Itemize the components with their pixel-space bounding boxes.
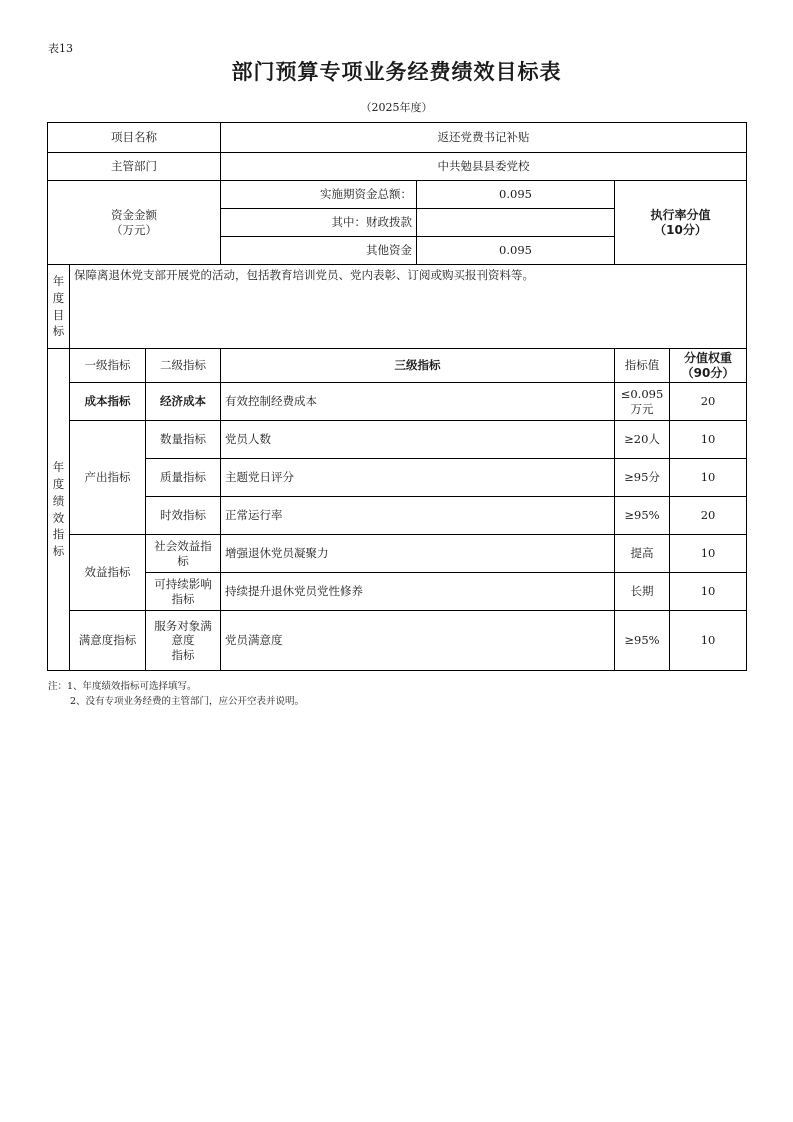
- row-cost-level3: 有效控制经费成本: [221, 383, 615, 421]
- row-quality-level2: 质量指标: [146, 459, 221, 497]
- row-benefit-level1: 效益指标: [70, 535, 146, 611]
- row-timeliness-weight: 20: [670, 497, 747, 535]
- header-level2: 二级指标: [146, 349, 221, 383]
- row-sustain-level3: 持续提升退休党员党性修养: [221, 573, 615, 611]
- row-cost-value: [615, 383, 670, 421]
- row-social-value: 提高: [615, 535, 670, 573]
- funds-other-label: 其他资金: [221, 237, 417, 265]
- funds-total-value: 0.095: [417, 181, 615, 209]
- row-timeliness-level2: 时效指标: [146, 497, 221, 535]
- annual-goal-text: 保障离退休党支部开展党的活动，包括教育培训党员、党内表彰、订阅或购买报刊资料等。: [70, 265, 747, 349]
- row-satisfaction-level1: 满意度指标: [70, 611, 146, 671]
- funds-fiscal-value: [417, 209, 615, 237]
- year-label: （2025年度）: [360, 101, 433, 114]
- footnotes: [48, 679, 304, 709]
- row-satisfaction-value: ≥95%: [615, 611, 670, 671]
- row-satisfaction-level2: [146, 611, 221, 671]
- row-social-weight: 10: [670, 535, 747, 573]
- row-timeliness-level3: 正常运行率: [221, 497, 615, 535]
- row-social-level2: [146, 535, 221, 573]
- header-value: 指标值: [615, 349, 670, 383]
- footnote-1: 注：1、年度绩效指标可选择填写。: [48, 681, 197, 692]
- indicators-section-label-text: 年度绩效指标: [52, 460, 65, 558]
- row-satisfaction-weight: 10: [670, 611, 747, 671]
- row-social-level3: 增强退休党员凝聚力: [221, 535, 615, 573]
- funds-total-label: 实施期资金总额：: [221, 181, 417, 209]
- performance-target-table: [47, 122, 747, 671]
- project-name-value: 返还党费书记补贴: [221, 123, 747, 153]
- funds-fiscal-label: 其中：财政拨款: [221, 209, 417, 237]
- header-weight: [670, 349, 747, 383]
- row-cost-value-text: ≤0.095 万元: [620, 387, 664, 416]
- funds-label: [48, 181, 221, 265]
- annual-goal-label-text: 年度目标: [52, 274, 65, 339]
- row-social-level2-text: 社会效益指 标: [154, 539, 212, 568]
- header-weight-text: 分值权重 （90分）: [681, 350, 735, 380]
- annual-goal-label: [48, 265, 70, 349]
- dept-value: 中共勉县县委党校: [221, 153, 747, 181]
- page-title: 部门预算专项业务经费绩效目标表: [231, 60, 562, 84]
- row-quality-weight: 10: [670, 459, 747, 497]
- row-sustain-value: 长期: [615, 573, 670, 611]
- row-satisfaction-level3: 党员满意度: [221, 611, 615, 671]
- row-timeliness-value: ≥95%: [615, 497, 670, 535]
- row-output-level1: 产出指标: [70, 421, 146, 535]
- row-cost-level2: 经济成本: [146, 383, 221, 421]
- project-name-label: 项目名称: [48, 123, 221, 153]
- footnote-2: 2、没有专项业务经费的主管部门，应公开空表并说明。: [70, 696, 305, 707]
- exec-score-label: [615, 181, 747, 265]
- row-cost-weight: 20: [670, 383, 747, 421]
- row-satisfaction-level2-text: 服务对象满 意度 指标: [154, 618, 212, 662]
- table-number: 表13: [48, 42, 73, 55]
- header-level1: 一级指标: [70, 349, 146, 383]
- row-quantity-weight: 10: [670, 421, 747, 459]
- funds-other-value: 0.095: [417, 237, 615, 265]
- exec-score-text: 执行率分值 （10分）: [650, 207, 711, 237]
- row-sustain-weight: 10: [670, 573, 747, 611]
- row-quantity-level3: 党员人数: [221, 421, 615, 459]
- row-quantity-level2: 数量指标: [146, 421, 221, 459]
- indicators-section-label: [48, 349, 70, 671]
- row-sustain-level2-text: 可持续影响 指标: [154, 577, 212, 606]
- row-cost-level1: 成本指标: [70, 383, 146, 421]
- header-level3: 三级指标: [221, 349, 615, 383]
- row-quality-value: ≥95分: [615, 459, 670, 497]
- funds-label-text: 资金金额 （万元）: [111, 208, 157, 237]
- row-quantity-value: ≥20人: [615, 421, 670, 459]
- row-quality-level3: 主题党日评分: [221, 459, 615, 497]
- dept-label: 主管部门: [48, 153, 221, 181]
- row-sustain-level2: [146, 573, 221, 611]
